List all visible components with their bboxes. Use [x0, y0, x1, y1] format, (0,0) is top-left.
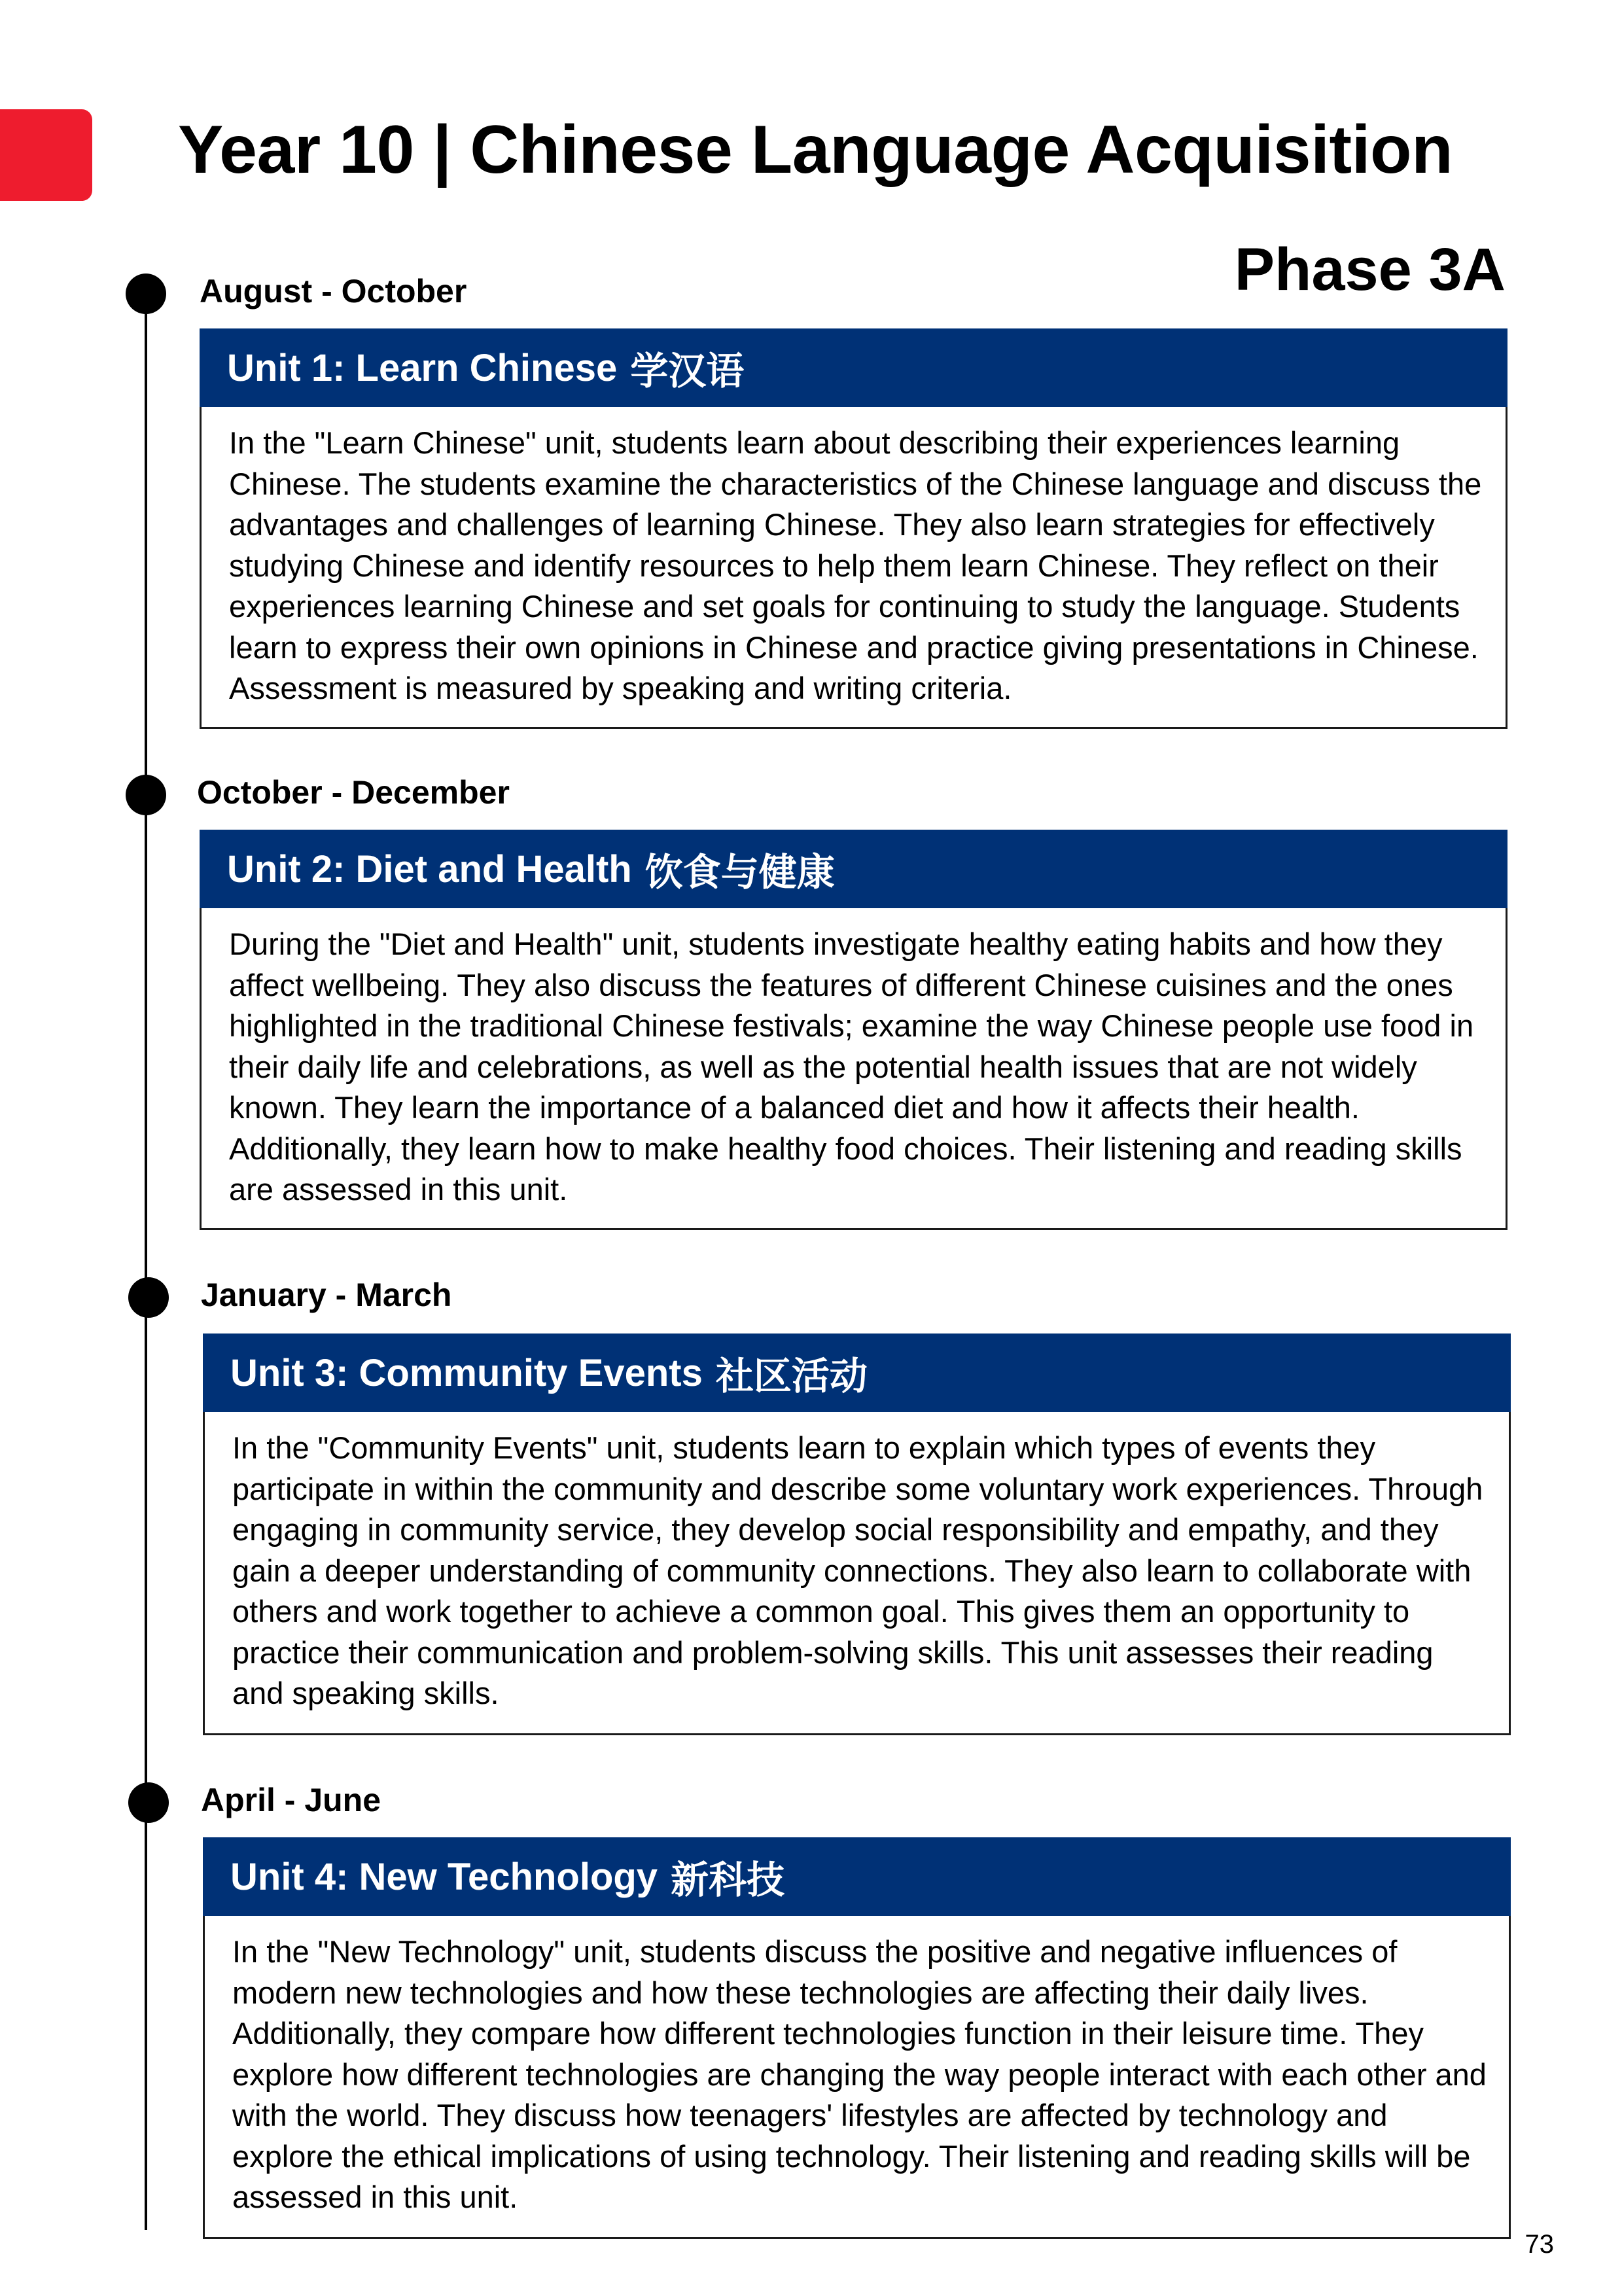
- unit-title: Unit 1: Learn Chinese: [227, 346, 618, 389]
- timeline-dot: [128, 1277, 169, 1318]
- unit-description-text: In the "Community Events" unit, students learn to explain which types of events they participate in within the community and describe some voluntary work experiences. Through engaging in community service, they develop social responsibility and empathy, and they gain a deeper understanding of community connections. They also learn to collaborate with others and work together to achieve a common goal. This gives them an opportunity to practice their communication and problem-solving skills. This unit assesses their reading and speaking skills.: [232, 1430, 1483, 1710]
- accent-tab: [0, 109, 92, 201]
- unit-title-chinese: 学汉语: [630, 349, 745, 393]
- unit-title: Unit 3: Community Events: [230, 1351, 703, 1394]
- unit-title-chinese: 新科技: [671, 1858, 785, 1902]
- period-label: January - March: [201, 1277, 452, 1313]
- unit-description-text: In the "Learn Chinese" unit, students learn about describing their experiences learning Chinese. The students examine the characteristics of the Chinese language and discuss the advantages and challenges of learning Chinese. They also learn strategies for effectively studying Chinese and identify resources to help them learn Chinese. They reflect on their experiences learning Chinese and set goals for continuing to study the language. Students learn to express their own opinions in Chinese and practice giving presentations in Chinese. Assessment is measured by speaking and writing criteria.: [229, 425, 1482, 705]
- unit-description-text: During the "Diet and Health" unit, students investigate healthy eating habits and how they affect wellbeing. They also discuss the features of different Chinese cuisines and the ones highlighted in the traditional Chinese festivals; examine the way Chinese people use food in their daily life and celebrations, as well as the potential health issues that are not widely known. They learn the importance of a balanced diet and how it affects their health. Additionally, they learn how to make healthy food choices. Their listening and reading skills are assessed in this unit.: [229, 927, 1474, 1207]
- unit-card: [200, 830, 1507, 1230]
- timeline-dot: [126, 274, 166, 314]
- period-label: October - December: [197, 774, 510, 811]
- unit-description: [205, 1916, 1509, 2218]
- unit-card: [203, 1333, 1511, 1735]
- unit-description: [202, 407, 1506, 709]
- unit-title: Unit 4: New Technology: [230, 1855, 658, 1898]
- unit-card: [200, 328, 1507, 729]
- unit-header: [200, 830, 1507, 908]
- unit-header: [203, 1333, 1511, 1412]
- unit-title-chinese: 饮食与健康: [644, 850, 835, 894]
- unit-description: [202, 908, 1506, 1210]
- unit-title-chinese: 社区活动: [715, 1354, 868, 1398]
- unit-title: Unit 2: Diet and Health: [227, 847, 632, 891]
- period-label: August - October: [200, 273, 467, 309]
- page-title: Year 10 | Chinese Language Acquisition: [178, 112, 1453, 188]
- unit-header: [200, 328, 1507, 407]
- unit-description-text: In the "New Technology" unit, students discuss the positive and negative influences of modern new technologies and how these technologies are affecting their daily lives. Additionally, they compare how different technologies function in their leisure time. They explore how different technologies are changing the way people interact with each other and with the world. They discuss how teenagers' lifestyles are affected by technology and explore the ethical implications of using technology. Their listening and reading skills will be assessed in this unit.: [232, 1934, 1487, 2214]
- timeline-dot: [126, 775, 166, 815]
- unit-description: [205, 1412, 1509, 1714]
- timeline-line: [145, 293, 147, 2230]
- unit-card: [203, 1837, 1511, 2239]
- timeline-dot: [128, 1782, 169, 1823]
- phase-label: Phase 3A: [1234, 236, 1506, 303]
- page-number: 73: [1525, 2230, 1554, 2259]
- unit-header: [203, 1837, 1511, 1916]
- period-label: April - June: [201, 1782, 381, 1818]
